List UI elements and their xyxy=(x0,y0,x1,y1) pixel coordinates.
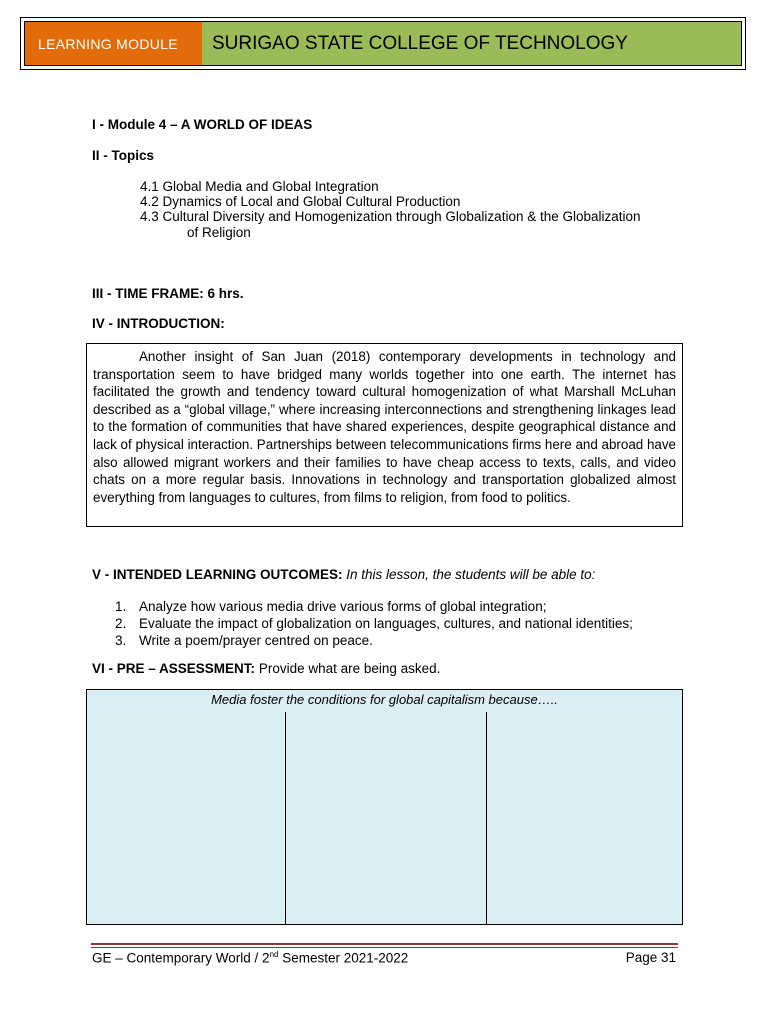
pre-assessment-line xyxy=(92,661,440,677)
outcomes-lead: In this lesson, the students will be able to: xyxy=(346,567,596,582)
assessment-caption: Media foster the conditions for global capitalism because….. xyxy=(211,692,558,707)
module-header xyxy=(20,17,746,70)
footer-course-suffix: Semester 2021-2022 xyxy=(278,950,409,966)
outcome-text: Write a poem/prayer centred on peace. xyxy=(139,633,373,648)
learning-module-label: LEARNING MODULE xyxy=(25,22,202,65)
outcome-text: Evaluate the impact of globalization on languages, cultures, and national identities; xyxy=(139,616,633,631)
list-number: 2. xyxy=(115,616,127,631)
introduction-box: Another insight of San Juan (2018) contemporary developments in technology and transportation seem to have bridged many worlds together into one earth. The internet has facilitated the growth and tendency toward cultural homogenization of what Marshall McLuhan described as a “global village,” where increasing interconnections and strengthening linkages lead to the formation of communities that have shared experiences, despite geographical distance and lack of physical interaction. Partnerships between telecommunications firms here and abroad have also allowed migrant workers and their families to have cheap access to texts, calls, and video chats on a more regular basis. Innovations in technology and transportation globalized almost everything from languages to cultures, from films to religion, from food to politics. xyxy=(86,343,683,527)
list-item xyxy=(115,632,633,649)
module-header-inner xyxy=(24,21,742,66)
module-title: I - Module 4 – A WORLD OF IDEAS xyxy=(92,117,313,132)
footer-rule xyxy=(91,943,678,945)
table-divider xyxy=(486,712,487,924)
page-number: Page 31 xyxy=(625,950,676,965)
time-frame: III - TIME FRAME: 6 hrs. xyxy=(92,286,244,301)
outcomes-heading: V - INTENDED LEARNING OUTCOMES: xyxy=(92,567,343,582)
pre-assessment-table xyxy=(86,689,683,925)
list-item xyxy=(115,615,633,632)
topic-item: 4.1 Global Media and Global Integration xyxy=(140,179,379,194)
topic-item: 4.2 Dynamics of Local and Global Cultural Production xyxy=(140,194,461,209)
footer-course xyxy=(92,950,408,966)
footer-course-prefix: GE – Contemporary World / 2 xyxy=(92,950,270,966)
outcomes-heading-line xyxy=(92,567,595,583)
list-number: 3. xyxy=(115,633,127,648)
pre-assessment-heading: VI - PRE – ASSESSMENT: xyxy=(92,661,256,676)
list-number: 1. xyxy=(115,599,127,614)
table-divider xyxy=(285,712,286,924)
topic-item: 4.3 Cultural Diversity and Homogenization through Globalization & the Globalization xyxy=(140,209,641,224)
outcome-text: Analyze how various media drive various forms of global integration; xyxy=(139,599,547,614)
footer-rule xyxy=(91,947,678,948)
pre-assessment-text: Provide what are being asked. xyxy=(258,661,441,676)
introduction-heading: IV - INTRODUCTION: xyxy=(92,316,225,331)
topic-item-continuation: of Religion xyxy=(187,225,251,240)
school-name: SURIGAO STATE COLLEGE OF TECHNOLOGY xyxy=(202,22,741,65)
outcomes-list xyxy=(115,598,633,649)
list-item xyxy=(115,598,633,615)
footer-ordinal: nd xyxy=(269,950,279,959)
topics-heading: II - Topics xyxy=(92,148,155,163)
